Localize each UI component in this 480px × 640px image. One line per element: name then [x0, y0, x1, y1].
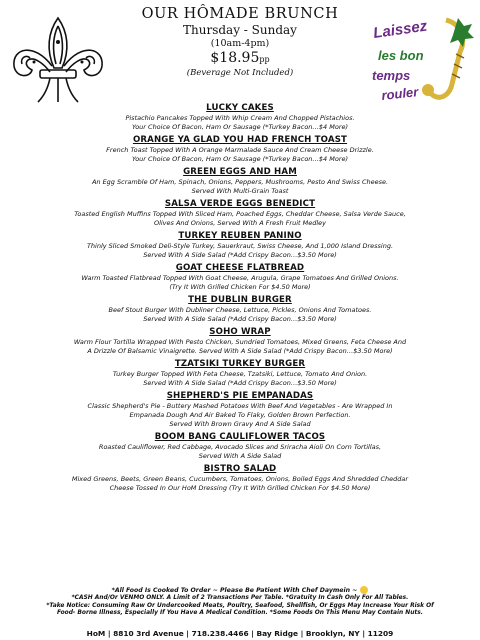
menu-item-description: Beef Stout Burger With Dubliner Cheese, Lettuce, Pickles, Onions And Tomatoes. [108, 306, 372, 314]
menu-item [6, 103, 474, 132]
menu-footer [8, 586, 472, 618]
logo-word-laissez: Laissez [372, 17, 429, 42]
menu-item-name: GOAT CHEESE FLATBREAD [175, 263, 305, 273]
menu-item [6, 199, 474, 228]
menu-item-description: Served With A Side Salad (*Add Crispy Bacon…$3.50 More) [143, 251, 337, 259]
menu-item-description: Served With A Side Salad (*Add Crispy Bacon…$3.50 More) [143, 315, 337, 323]
menu-item-description: A Drizzle Of Balsamic Vinaigrette. Served With A Side Salad (*Add Crispy Bacon…$3.50 More) [87, 347, 393, 355]
menu-item [6, 391, 474, 429]
menu-item [6, 167, 474, 196]
price-value: $18.95 [210, 50, 260, 66]
fleur-de-lis-icon [4, 12, 112, 108]
menu-item-description: Roasted Cauliflower, Red Cabbage, Avocado Slices and Sriracha Aioli On Corn Tortillas, [98, 443, 382, 451]
menu-item [6, 359, 474, 388]
menu-item-description: Served With A Side Salad (*Add Crispy Bacon…$3.50 More) [143, 379, 337, 387]
menu-item-description: Warm Flour Tortilla Wrapped With Pesto Chicken, Sundried Tomatoes, Mixed Greens, Feta Cheese And [73, 338, 407, 346]
menu-item-description: Classic Shepherd's Pie - Buttery Mashed Potatoes With Beef And Vegetables - Are Wrapped In [87, 402, 393, 410]
menu-item-name: SOHO WRAP [209, 327, 271, 337]
footer-line-1 [8, 586, 472, 595]
menu-item [6, 263, 474, 292]
menu-item-description: Turkey Burger Topped With Feta Cheese, Tzatsiki, Lettuce, Tomato And Onion. [112, 370, 368, 378]
menu-item-name: THE DUBLIN BURGER [188, 295, 292, 305]
smile-emoji-icon [360, 586, 368, 594]
menu-item [6, 295, 474, 324]
menu-item-description: Pistachio Pancakes Topped With Whip Cream And Chopped Pistachios. [125, 114, 355, 122]
menu-item-description: Served With A Side Salad [198, 452, 282, 460]
logo-word-rouler: rouler [380, 84, 419, 103]
menu-item-name: BOOM BANG CAULIFLOWER TACOS [154, 432, 326, 442]
menu-hours: (10am-4pm) [210, 38, 270, 49]
menu-header [140, 6, 340, 79]
menu-item-name: LUCKY CAKES [206, 103, 274, 113]
menu-item-description: (Try It With Grilled Chicken For $4.50 More) [169, 283, 311, 291]
menu-item-description: Your Choice Of Bacon, Ham Or Sausage (*Turkey Bacon…$4 More) [131, 123, 349, 131]
footer-line-4: Food- Borne Illness, Especially If You Have A Medical Condition. *Some Foods On This Menu May Contain Nuts. [57, 610, 423, 617]
menu-price [140, 50, 340, 68]
menu-item-name: SALSA VERDE EGGS BENEDICT [164, 199, 316, 209]
menu-item-description: Served With Multi-Grain Toast [191, 187, 289, 195]
price-suffix: pp [259, 55, 270, 64]
menu-item-description: Toasted English Muffins Topped With Sliced Ham, Poached Eggs, Cheddar Cheese, Salsa Verde Sauce, [74, 210, 406, 218]
footer-line-3: *Take Notice: Consuming Raw Or Undercooked Meats, Poultry, Seafood, Shellfish, Or Eggs May Increase Your Risk Of [46, 602, 434, 609]
menu-item-name: SHEPHERD'S PIE EMPANADAS [166, 391, 314, 401]
menu-item-name: ORANGE YA GLAD YOU HAD FRENCH TOAST [132, 135, 348, 145]
beverage-note: (Beverage Not Included) [186, 68, 294, 78]
menu-items [6, 103, 474, 496]
menu-item-description: Empanada Dough And Air Baked To Flaky, Golden Brown Perfection. [129, 411, 351, 419]
menu-item-name: BISTRO SALAD [203, 464, 277, 474]
menu-item [6, 231, 474, 260]
logo-word-temps: temps [372, 68, 411, 83]
menu-title: OUR HÔMADE BRUNCH [141, 6, 339, 22]
menu-item-name: TURKEY REUBEN PANINO [178, 231, 302, 241]
menu-item [6, 327, 474, 356]
menu-item-description: Thinly Sliced Smoked Deli-Style Turkey, Sauerkraut, Swiss Cheese, And 1,000 Island Dressing. [86, 242, 394, 250]
menu-item-name: GREEN EGGS AND HAM [183, 167, 297, 177]
menu-item-description: French Toast Topped With A Orange Marmalade Sauce And Cream Cheese Drizzle. [106, 146, 374, 154]
menu-item [6, 432, 474, 461]
menu-item [6, 135, 474, 164]
footer-line-2: *CASH And/Or VENMO ONLY. A Limit of 2 Transactions Per Table. *Gratuity In Cash Only For All Tables. [71, 595, 409, 601]
menu-item-description: Your Choice Of Bacon, Ham Or Sausage (*Turkey Bacon…$4 More) [131, 155, 349, 163]
menu-item-description: Warm Toasted Flatbread Topped With Goat Cheese, Arugula, Grape Tomatoes And Grilled Onions. [81, 274, 399, 282]
menu-item-description: Mixed Greens, Beets, Green Beans, Cucumbers, Tomatoes, Onions, Boiled Eggs And Shredded Cheddar [71, 475, 409, 483]
menu-item-description: Cheese Tossed In Our HoM Dressing (Try It With Grilled Chicken For $4.50 More) [109, 484, 371, 492]
restaurant-address: HoM | 8810 3rd Avenue | 718.238.4466 | Bay Ridge | Brooklyn, NY | 11209 [86, 629, 394, 638]
menu-item-description: Olives And Onions, Served With A Fresh Fruit Medley [153, 219, 327, 227]
menu-item-name: TZATSIKI TURKEY BURGER [174, 359, 306, 369]
menu-item-description: Served With Brown Gravy And A Side Salad [169, 420, 311, 428]
menu-days: Thursday - Sunday [183, 23, 297, 37]
menu-item-description: An Egg Scramble Of Ham, Spinach, Onions, Peppers, Mushrooms, Pesto And Swiss Cheese. [91, 178, 389, 186]
menu-item [6, 464, 474, 493]
footer-cook-note: *All Food Is Cooked To Order ~ Please Be Patient With Chef Daymein ~ [111, 587, 358, 594]
logo-word-les-bon: les bon [378, 48, 424, 63]
